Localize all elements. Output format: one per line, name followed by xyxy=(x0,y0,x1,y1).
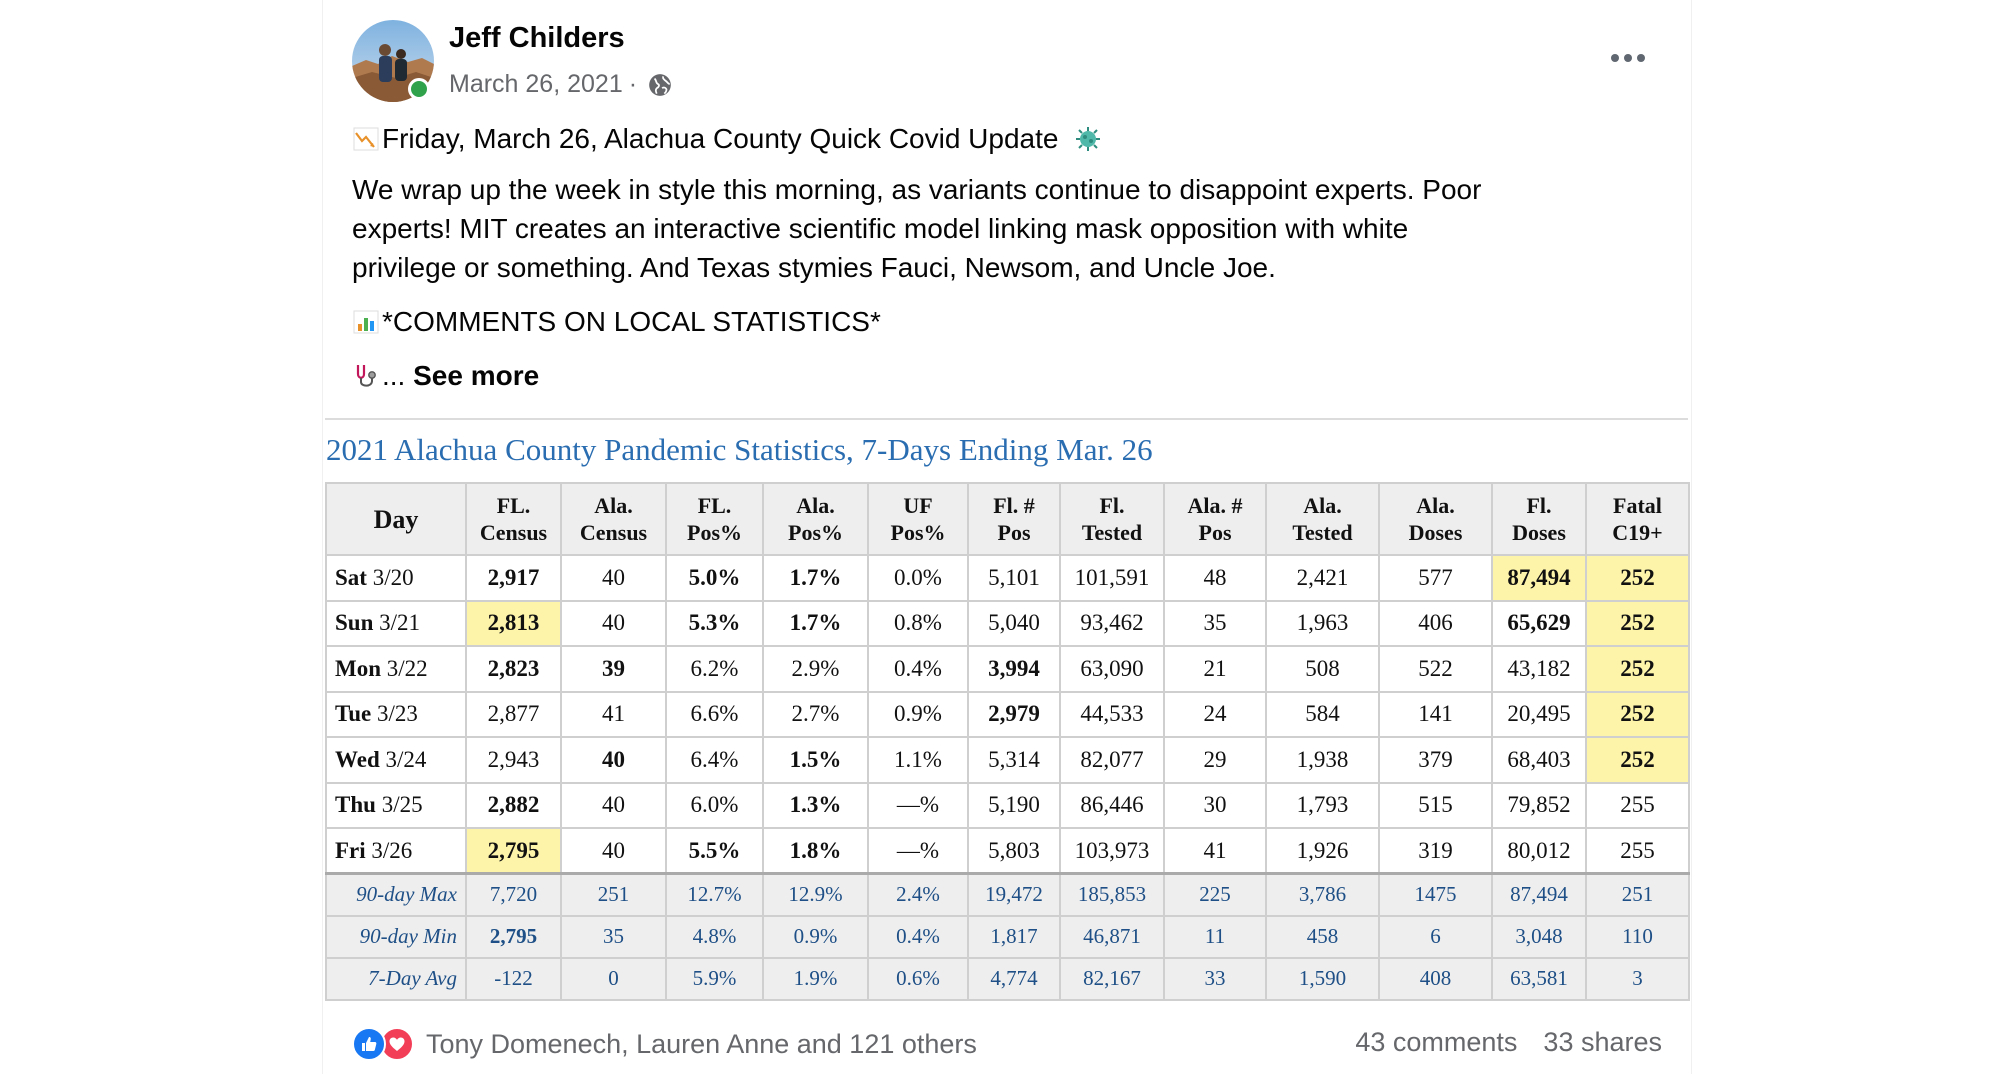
summary-cell: 110 xyxy=(1586,916,1689,958)
table-cell: 1.5% xyxy=(763,737,868,783)
table-cell: 5,190 xyxy=(968,783,1060,829)
table-cell: 2.7% xyxy=(763,692,868,738)
table-cell: 252 xyxy=(1586,555,1689,601)
day-cell: Wed 3/24 xyxy=(326,737,466,783)
table-cell: 0.9% xyxy=(868,692,968,738)
table-cell: 35 xyxy=(1164,601,1266,647)
column-header: Ala. Doses xyxy=(1379,483,1492,555)
more-dot-icon xyxy=(1611,54,1619,62)
engagement-counts xyxy=(1355,1027,1662,1058)
summary-cell: 1,590 xyxy=(1266,958,1379,1000)
summary-cell: 251 xyxy=(1586,874,1689,916)
summary-cell: 3 xyxy=(1586,958,1689,1000)
table-header-row xyxy=(326,483,1689,555)
summary-cell: 2,795 xyxy=(466,916,561,958)
reactors-text[interactable]: Tony Domenech, Lauren Anne and 121 others xyxy=(426,1028,977,1059)
summary-cell: 4.8% xyxy=(666,916,763,958)
author-name[interactable]: Jeff Childers xyxy=(449,22,625,54)
table-cell: 5.5% xyxy=(666,828,763,874)
summary-cell: 35 xyxy=(561,916,666,958)
table-cell: 2,882 xyxy=(466,783,561,829)
table-row xyxy=(326,692,1689,738)
day-cell: Tue 3/23 xyxy=(326,692,466,738)
table-cell: 6.2% xyxy=(666,646,763,692)
table-cell: 6.6% xyxy=(666,692,763,738)
table-cell: 63,090 xyxy=(1060,646,1164,692)
reactions-summary[interactable] xyxy=(352,1027,977,1061)
summary-cell: 12.9% xyxy=(763,874,868,916)
table-cell: 86,446 xyxy=(1060,783,1164,829)
summary-cell: 5.9% xyxy=(666,958,763,1000)
online-status-dot xyxy=(408,78,430,100)
summary-cell: 46,871 xyxy=(1060,916,1164,958)
table-cell: 1,963 xyxy=(1266,601,1379,647)
summary-cell: 0.4% xyxy=(868,916,968,958)
table-cell: 41 xyxy=(561,692,666,738)
table-cell: 1.1% xyxy=(868,737,968,783)
summary-cell: -122 xyxy=(466,958,561,1000)
table-cell: 522 xyxy=(1379,646,1492,692)
table-row xyxy=(326,783,1689,829)
table-cell: 577 xyxy=(1379,555,1492,601)
summary-cell: 408 xyxy=(1379,958,1492,1000)
summary-cell: 1475 xyxy=(1379,874,1492,916)
summary-cell: 2.4% xyxy=(868,874,968,916)
summary-cell: 11 xyxy=(1164,916,1266,958)
column-header: Ala. Tested xyxy=(1266,483,1379,555)
table-row xyxy=(326,737,1689,783)
table-cell: 1,926 xyxy=(1266,828,1379,874)
column-header: Ala. Census xyxy=(561,483,666,555)
summary-label: 7-Day Avg xyxy=(326,958,466,1000)
summary-cell: 0.9% xyxy=(763,916,868,958)
column-header: Ala. Pos% xyxy=(763,483,868,555)
summary-cell: 87,494 xyxy=(1492,874,1586,916)
table-cell: 515 xyxy=(1379,783,1492,829)
summary-cell: 185,853 xyxy=(1060,874,1164,916)
comments-heading-line xyxy=(352,302,881,341)
summary-cell: 6 xyxy=(1379,916,1492,958)
day-cell: Fri 3/26 xyxy=(326,828,466,874)
table-cell: 2.9% xyxy=(763,646,868,692)
table-cell: 1.7% xyxy=(763,555,868,601)
summary-label: 90-day Min xyxy=(326,916,466,958)
post-body-line-1: We wrap up the week in style this morning, as variants continue to disappoint experts. Poor xyxy=(352,174,1482,205)
summary-cell: 12.7% xyxy=(666,874,763,916)
table-cell: 40 xyxy=(561,737,666,783)
table-cell: 1.8% xyxy=(763,828,868,874)
table-cell: 5.3% xyxy=(666,601,763,647)
table-cell: 252 xyxy=(1586,737,1689,783)
table-cell: 87,494 xyxy=(1492,555,1586,601)
column-header: Fatal C19+ xyxy=(1586,483,1689,555)
see-more-link[interactable]: See more xyxy=(413,360,540,391)
stats-title: 2021 Alachua County Pandemic Statistics, 7-Days Ending Mar. 26 xyxy=(326,432,1153,467)
table-cell: 5,314 xyxy=(968,737,1060,783)
column-header: Fl. Doses xyxy=(1492,483,1586,555)
day-cell: Sun 3/21 xyxy=(326,601,466,647)
table-cell: 1,793 xyxy=(1266,783,1379,829)
summary-cell: 225 xyxy=(1164,874,1266,916)
table-cell: 319 xyxy=(1379,828,1492,874)
post-title: Friday, March 26, Alachua County Quick Covid Update xyxy=(382,123,1059,154)
table-cell: 103,973 xyxy=(1060,828,1164,874)
table-cell: 79,852 xyxy=(1492,783,1586,829)
summary-cell: 3,048 xyxy=(1492,916,1586,958)
post-body-line-3: privilege or something. And Texas stymies Fauci, Newsom, and Uncle Joe. xyxy=(352,252,1276,283)
summary-cell: 4,774 xyxy=(968,958,1060,1000)
table-cell: 21 xyxy=(1164,646,1266,692)
column-header: FL. Census xyxy=(466,483,561,555)
table-cell: 40 xyxy=(561,601,666,647)
table-cell: 48 xyxy=(1164,555,1266,601)
table-cell: 80,012 xyxy=(1492,828,1586,874)
column-header: Day xyxy=(326,483,466,555)
table-cell: 3,994 xyxy=(968,646,1060,692)
post-meta xyxy=(449,70,673,99)
table-cell: 255 xyxy=(1586,783,1689,829)
post-body-line-2: experts! MIT creates an interactive scientific model linking mask opposition with white xyxy=(352,213,1409,244)
summary-cell: 1,817 xyxy=(968,916,1060,958)
more-dot-icon xyxy=(1624,54,1632,62)
table-cell: 41 xyxy=(1164,828,1266,874)
day-cell: Mon 3/22 xyxy=(326,646,466,692)
summary-label: 90-day Max xyxy=(326,874,466,916)
day-cell: Sat 3/20 xyxy=(326,555,466,601)
post-date[interactable]: March 26, 2021 xyxy=(449,70,623,98)
chart-decreasing-icon xyxy=(352,125,380,153)
table-cell: 2,979 xyxy=(968,692,1060,738)
table-cell: 39 xyxy=(561,646,666,692)
summary-cell: 82,167 xyxy=(1060,958,1164,1000)
table-cell: 255 xyxy=(1586,828,1689,874)
table-row xyxy=(326,646,1689,692)
table-cell: 65,629 xyxy=(1492,601,1586,647)
table-cell: 5,101 xyxy=(968,555,1060,601)
stethoscope-icon xyxy=(352,362,380,390)
summary-row xyxy=(326,916,1689,958)
summary-cell: 63,581 xyxy=(1492,958,1586,1000)
comments-heading: *COMMENTS ON LOCAL STATISTICS* xyxy=(382,306,881,337)
table-cell: —% xyxy=(868,828,968,874)
table-cell: 40 xyxy=(561,555,666,601)
table-cell: 93,462 xyxy=(1060,601,1164,647)
table-cell: 508 xyxy=(1266,646,1379,692)
table-cell: 5,803 xyxy=(968,828,1060,874)
shares-count[interactable]: 33 shares xyxy=(1543,1027,1662,1057)
stats-table[interactable] xyxy=(325,482,1690,1001)
table-cell: 101,591 xyxy=(1060,555,1164,601)
table-cell: 0.8% xyxy=(868,601,968,647)
table-cell: 20,495 xyxy=(1492,692,1586,738)
summary-cell: 1.9% xyxy=(763,958,868,1000)
table-cell: —% xyxy=(868,783,968,829)
table-cell: 5.0% xyxy=(666,555,763,601)
post-title-line xyxy=(352,119,1104,158)
table-cell: 44,533 xyxy=(1060,692,1164,738)
table-cell: 252 xyxy=(1586,646,1689,692)
table-cell: 30 xyxy=(1164,783,1266,829)
table-cell: 0.4% xyxy=(868,646,968,692)
table-cell: 6.4% xyxy=(666,737,763,783)
table-cell: 252 xyxy=(1586,601,1689,647)
table-cell: 1.7% xyxy=(763,601,868,647)
comments-count[interactable]: 43 comments xyxy=(1355,1027,1518,1057)
day-cell: Thu 3/25 xyxy=(326,783,466,829)
summary-cell: 19,472 xyxy=(968,874,1060,916)
table-cell: 5,040 xyxy=(968,601,1060,647)
globe-icon[interactable] xyxy=(647,72,673,98)
table-cell: 43,182 xyxy=(1492,646,1586,692)
table-cell: 68,403 xyxy=(1492,737,1586,783)
column-header: Ala. # Pos xyxy=(1164,483,1266,555)
column-header: Fl. # Pos xyxy=(968,483,1060,555)
table-cell: 406 xyxy=(1379,601,1492,647)
summary-cell: 251 xyxy=(561,874,666,916)
table-cell: 2,795 xyxy=(466,828,561,874)
table-cell: 2,823 xyxy=(466,646,561,692)
table-row xyxy=(326,555,1689,601)
more-dot-icon xyxy=(1637,54,1645,62)
table-cell: 6.0% xyxy=(666,783,763,829)
table-cell: 0.0% xyxy=(868,555,968,601)
table-cell: 1,938 xyxy=(1266,737,1379,783)
summary-row xyxy=(326,958,1689,1000)
table-cell: 2,917 xyxy=(466,555,561,601)
summary-cell: 7,720 xyxy=(466,874,561,916)
microbe-icon xyxy=(1074,125,1102,153)
table-cell: 252 xyxy=(1586,692,1689,738)
table-row xyxy=(326,828,1689,874)
table-cell: 2,813 xyxy=(466,601,561,647)
more-options-button[interactable] xyxy=(1602,40,1654,76)
summary-cell: 0 xyxy=(561,958,666,1000)
table-cell: 24 xyxy=(1164,692,1266,738)
table-cell: 1.3% xyxy=(763,783,868,829)
table-cell: 2,943 xyxy=(466,737,561,783)
summary-cell: 0.6% xyxy=(868,958,968,1000)
table-cell: 2,877 xyxy=(466,692,561,738)
see-more-line xyxy=(352,356,539,395)
summary-cell: 33 xyxy=(1164,958,1266,1000)
column-header: UF Pos% xyxy=(868,483,968,555)
table-cell: 29 xyxy=(1164,737,1266,783)
table-cell: 2,421 xyxy=(1266,555,1379,601)
table-cell: 379 xyxy=(1379,737,1492,783)
image-divider xyxy=(325,418,1688,420)
column-header: Fl. Tested xyxy=(1060,483,1164,555)
bar-chart-icon xyxy=(352,308,380,336)
table-cell: 40 xyxy=(561,783,666,829)
table-cell: 40 xyxy=(561,828,666,874)
column-header: FL. Pos% xyxy=(666,483,763,555)
meta-separator: · xyxy=(628,70,638,98)
table-cell: 141 xyxy=(1379,692,1492,738)
summary-row xyxy=(326,874,1689,916)
table-cell: 82,077 xyxy=(1060,737,1164,783)
table-cell: 584 xyxy=(1266,692,1379,738)
summary-cell: 3,786 xyxy=(1266,874,1379,916)
table-row xyxy=(326,601,1689,647)
summary-cell: 458 xyxy=(1266,916,1379,958)
like-icon xyxy=(352,1027,386,1061)
ellipsis: ... xyxy=(382,360,406,391)
